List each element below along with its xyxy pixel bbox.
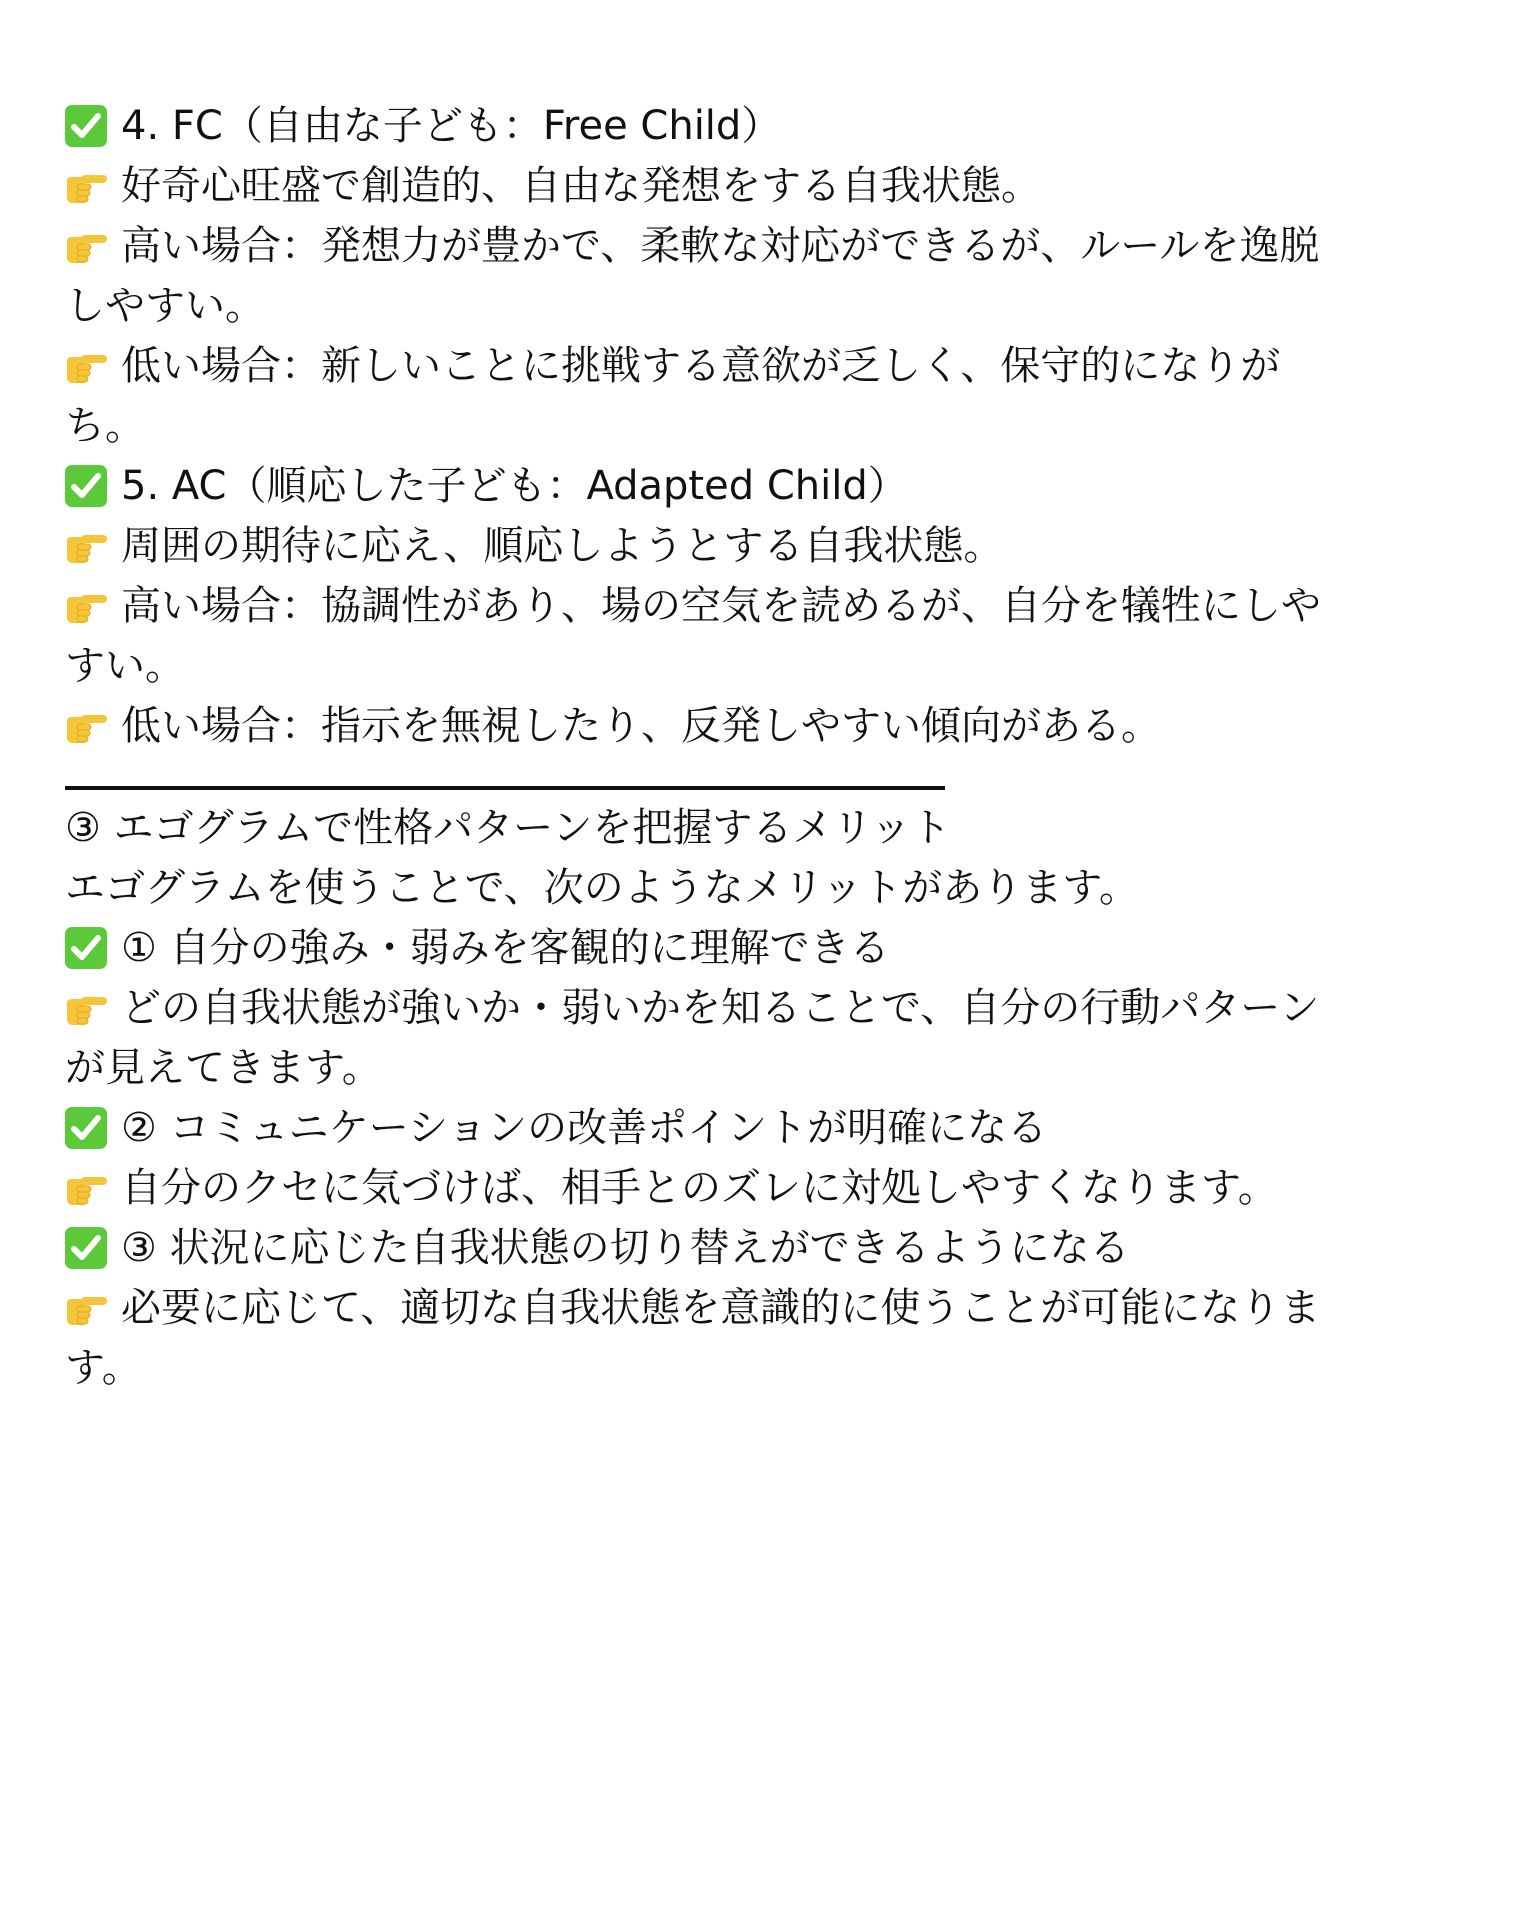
- line-text: 5. AC（順応した子ども：Adapted Child）: [121, 463, 908, 509]
- item-continuation: [65, 1338, 1455, 1398]
- backhand-index-pointing-right-icon: [65, 165, 107, 207]
- ego-states-list: [65, 96, 1455, 756]
- white-heavy-check-mark-icon: [65, 1107, 107, 1149]
- line-text: 4. FC（自由な子ども：Free Child）: [121, 103, 782, 149]
- item-heading: [65, 96, 1455, 156]
- merits-list: [65, 918, 1455, 1398]
- backhand-index-pointing-right-icon: [65, 1167, 107, 1209]
- backhand-index-pointing-right-icon: [65, 345, 107, 387]
- line-text: 必要に応じて、適切な自我状態を意識的に使うことが可能になりま: [121, 1285, 1321, 1331]
- line-text: ② コミュニケーションの改善ポイントが明確になる: [121, 1105, 1048, 1151]
- line-text: 高い場合：協調性があり、場の空気を読めるが、自分を犠牲にしや: [121, 583, 1321, 629]
- section-heading-text: ③ エゴグラムで性格パターンを把握するメリット: [65, 805, 951, 851]
- line-text: ち。: [65, 403, 145, 449]
- section-divider: [65, 786, 945, 790]
- white-heavy-check-mark-icon: [65, 465, 107, 507]
- section-heading: [65, 798, 1455, 858]
- item-bullet: [65, 1158, 1455, 1218]
- item-bullet: [65, 336, 1455, 396]
- white-heavy-check-mark-icon: [65, 1227, 107, 1269]
- item-continuation: [65, 636, 1455, 696]
- line-text: どの自我状態が強いか・弱いかを知ることで、自分の行動パターン: [121, 985, 1320, 1031]
- item-heading: [65, 1218, 1455, 1278]
- line-text: す。: [65, 1345, 142, 1391]
- backhand-index-pointing-right-icon: [65, 225, 107, 267]
- item-bullet: [65, 978, 1455, 1038]
- line-text: ③ 状況に応じた自我状態の切り替えができるようになる: [121, 1225, 1130, 1271]
- item-bullet: [65, 1278, 1455, 1338]
- backhand-index-pointing-right-icon: [65, 705, 107, 747]
- section-intro-text: エゴグラムを使うことで、次のようなメリットがあります。: [65, 865, 1139, 911]
- item-heading: [65, 1098, 1455, 1158]
- line-text: 高い場合：発想力が豊かで、柔軟な対応ができるが、ルールを逸脱: [121, 223, 1320, 269]
- line-text: 自分のクセに気づけば、相手とのズレに対処しやすくなります。: [121, 1165, 1278, 1211]
- line-text: ① 自分の強み・弱みを客観的に理解できる: [121, 925, 890, 971]
- document-body: [65, 96, 1455, 1398]
- item-bullet: [65, 696, 1455, 756]
- line-text: しやすい。: [65, 283, 265, 329]
- white-heavy-check-mark-icon: [65, 927, 107, 969]
- section-intro: [65, 858, 1455, 918]
- item-bullet: [65, 576, 1455, 636]
- item-heading: [65, 456, 1455, 516]
- spacer: [65, 756, 1455, 786]
- line-text: が見えてきます。: [65, 1045, 382, 1091]
- backhand-index-pointing-right-icon: [65, 1287, 107, 1329]
- line-text: すい。: [65, 643, 185, 689]
- backhand-index-pointing-right-icon: [65, 585, 107, 627]
- item-bullet: [65, 156, 1455, 216]
- item-continuation: [65, 276, 1455, 336]
- line-text: 低い場合：新しいことに挑戦する意欲が乏しく、保守的になりが: [121, 343, 1281, 389]
- item-bullet: [65, 516, 1455, 576]
- backhand-index-pointing-right-icon: [65, 987, 107, 1029]
- item-heading: [65, 918, 1455, 978]
- white-heavy-check-mark-icon: [65, 105, 107, 147]
- line-text: 周囲の期待に応え、順応しようとする自我状態。: [121, 523, 1004, 569]
- item-bullet: [65, 216, 1455, 276]
- line-text: 低い場合：指示を無視したり、反発しやすい傾向がある。: [121, 703, 1161, 749]
- item-continuation: [65, 1038, 1455, 1098]
- item-continuation: [65, 396, 1455, 456]
- backhand-index-pointing-right-icon: [65, 525, 107, 567]
- line-text: 好奇心旺盛で創造的、自由な発想をする自我状態。: [121, 163, 1041, 209]
